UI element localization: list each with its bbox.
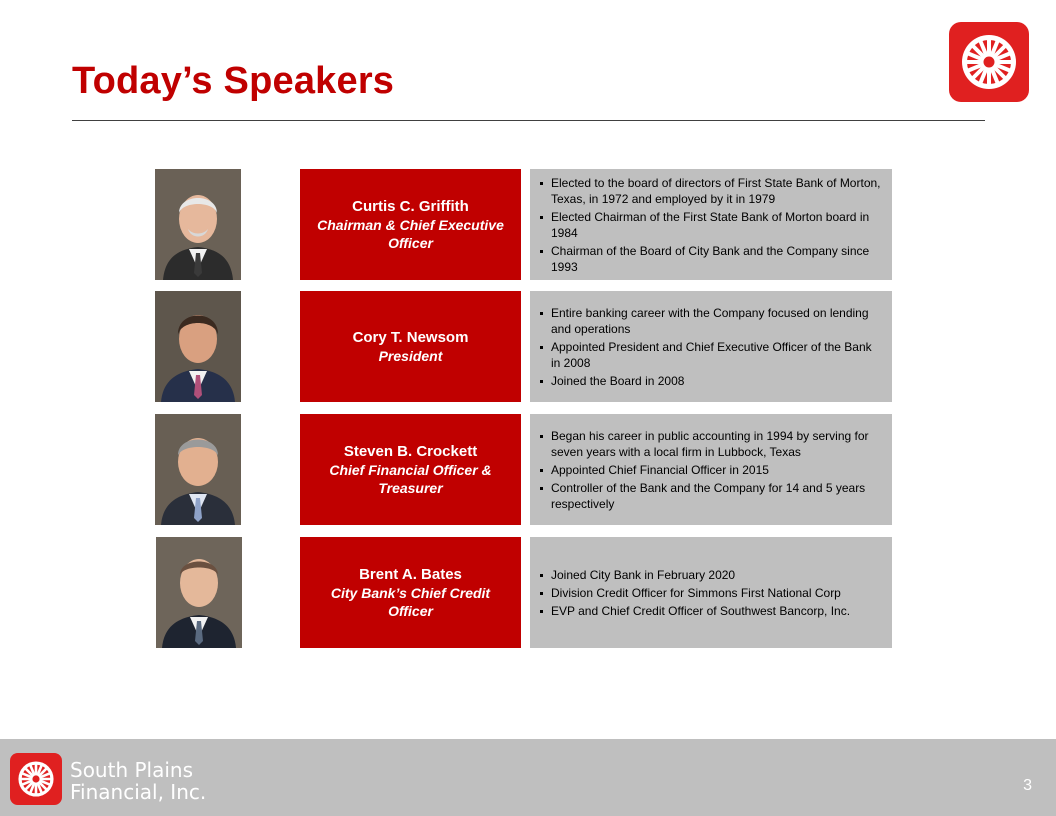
speaker-photo (155, 414, 241, 525)
footer-logo-icon (10, 753, 62, 805)
bio-bullet: Began his career in public accounting in 1994 by serving for seven years with a local firm in Lubbock, Texas (539, 428, 882, 460)
bio-bullet: Joined City Bank in February 2020 (539, 567, 882, 583)
footer-company-name (70, 759, 206, 803)
speaker-bio (530, 291, 892, 402)
page-title: Today’s Speakers (72, 60, 395, 102)
speaker-photo (155, 169, 241, 280)
speaker-role: President (378, 347, 443, 364)
speaker-role: Chairman & Chief Executive Officer (317, 216, 504, 251)
bio-bullet: Chairman of the Board of City Bank and the Company since 1993 (539, 243, 882, 275)
bio-bullet: Elected to the board of directors of First State Bank of Morton, Texas, in 1972 and employed by it in 1979 (539, 175, 882, 207)
footer-bar (0, 739, 1056, 816)
company-logo-icon (949, 22, 1029, 102)
speaker-photo (155, 291, 241, 402)
speaker-name-card (300, 414, 521, 525)
speaker-role: City Bank’s Chief Credit Officer (330, 584, 491, 619)
speaker-row (0, 414, 1056, 526)
speaker-row (0, 291, 1056, 403)
company-name-line2: Financial, Inc. (70, 780, 207, 804)
bio-bullet: Appointed President and Chief Executive Officer of the Bank in 2008 (539, 339, 882, 371)
speaker-bio (530, 169, 892, 280)
speaker-name: Curtis C. Griffith (352, 197, 469, 215)
bio-bullet: EVP and Chief Credit Officer of Southwest Bancorp, Inc. (539, 603, 882, 619)
speaker-name-card (300, 169, 521, 280)
page-number: 3 (1023, 777, 1032, 794)
speaker-row (0, 169, 1056, 281)
speaker-name-card (300, 537, 521, 648)
speaker-name: Cory T. Newsom (352, 328, 469, 346)
speaker-name: Steven B. Crockett (343, 442, 478, 460)
speaker-bio (530, 414, 892, 525)
bio-bullet: Elected Chairman of the First State Bank of Morton board in 1984 (539, 209, 882, 241)
speaker-row (0, 537, 1056, 649)
speaker-name: Brent A. Bates (359, 565, 462, 583)
bio-bullet: Appointed Chief Financial Officer in 2015 (539, 462, 882, 478)
bio-bullet: Division Credit Officer for Simmons First National Corp (539, 585, 882, 601)
speaker-bio (530, 537, 892, 648)
company-name-line1: South Plains (70, 758, 194, 782)
bio-bullet: Controller of the Bank and the Company for 14 and 5 years respectively (539, 480, 882, 512)
bio-bullet: Joined the Board in 2008 (539, 373, 882, 389)
speaker-role: Chief Financial Officer & Treasurer (329, 461, 492, 496)
bio-bullet: Entire banking career with the Company focused on lending and operations (539, 305, 882, 337)
speaker-name-card (300, 291, 521, 402)
speaker-photo (156, 537, 242, 648)
title-divider (72, 120, 985, 121)
